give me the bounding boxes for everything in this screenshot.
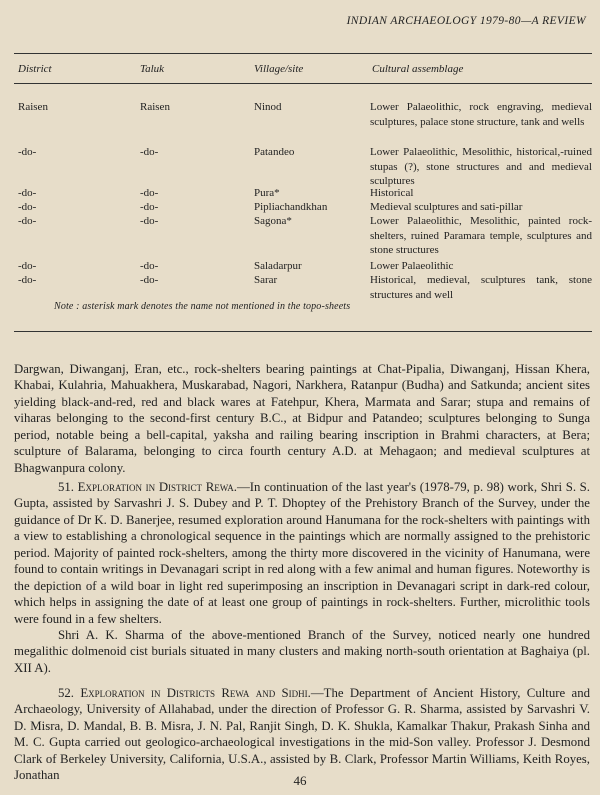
table-cell-cultural: Historical, medieval, sculptures tank, stone structures and well [370, 274, 592, 301]
section-body-51: —In continuation of the last year's (1978-79, p. 98) work, Shri S. S. Gupta, assisted by Sarvashri J. S. Dubey and P. T. Dhoptey of the Prehistory Branch of the Survey, under the guidance of Dr K. D. Banerjee, resumed exploration around Hanumana for the rock-shelters with paintings with a view to establishing a chronological sequence in the paintings which are normally assigned to the prehistoric period. Majority of painted rock-shelters, among the thirty more discovered in the vicinity of Hanumana, were found to contain writings in Devanagari script in red along with a few animal and human figures. Noteworthy is the depiction of a wild boar in light red superimposing an inscription in Devanagari script in dark-red colour, which helps in assigning the date of at least one group of paintings in rock-shelters. Further, microlithic tools were found in a few shelters. [14, 479, 590, 626]
section-heading-52: 52. Exploration in Districts Rewa and Sidhi. [58, 685, 311, 700]
table-cell-district: -do- [18, 260, 37, 272]
section-heading-51: 51. Exploration in District Rewa. [58, 479, 237, 494]
table-cell-taluk: -do- [140, 274, 159, 286]
section-body-52: —The Department of Ancient History, Culture and Archaeology, University of Allahabad, under the direction of Professor G. R. Sharma, assisted by Sarvashri V. D. Misra, D. Mandal, B. B. Misra, J. N. Pal, Ranjit Singh, D. K. Shukla, Kamalkar Thakur, Prakash Sinha and M. C. Gupta carried out geologico-archaeological investigations in the mid-Son valley. Professor J. Desmond Clark of Berkeley University, California, U.S.A., assisted by B. Clark, Professor Martin Williams, Keith Royes, Jonathan [14, 685, 590, 783]
table-header-rule [14, 83, 592, 84]
header-taluk: Taluk [140, 63, 165, 75]
table-cell-village: Patandeo [254, 146, 295, 158]
header-cultural: Cultural assemblage [372, 63, 464, 75]
table-cell-taluk: -do- [140, 260, 159, 272]
table-cell-cultural: Lower Palaeolithic, Mesolithic, painted rock-shelters, ruined Paramara temple, sculptures and stone structures [370, 215, 592, 256]
table-top-rule [14, 53, 592, 54]
table-cell-cultural: Lower Palaeolithic, Mesolithic, historical,-ruined stupas (?), stone structures and and medieval sculptures [370, 146, 592, 187]
table-cell-village: Pipliachandkhan [254, 201, 328, 213]
header-district: District [18, 63, 52, 75]
table-cell-taluk: Raisen [140, 101, 170, 113]
table-cell-village: Saladarpur [254, 260, 302, 272]
header-village: Village/site [254, 63, 304, 75]
table-cell-village: Ninod [254, 101, 282, 113]
paragraph-section-52 [14, 685, 590, 784]
table-cell-village: Pura* [254, 187, 280, 199]
table-note: Note : asterisk mark denotes the name not mentioned in the topo-sheets [54, 301, 351, 312]
table-cell-cultural: Lower Palaeolithic [370, 260, 454, 272]
table-cell-cultural: Lower Palaeolithic, rock engraving, medieval sculptures, palace stone structure, tank and wells [370, 101, 592, 128]
paragraph-section-51 [14, 479, 590, 628]
table-cell-district: -do- [18, 187, 37, 199]
table-cell-taluk: -do- [140, 187, 159, 199]
table-cell-cultural: Historical [370, 187, 414, 199]
table-cell-village: Sarar [254, 274, 278, 286]
paragraph-continuation: Dargwan, Diwanganj, Eran, etc., rock-shelters bearing paintings at Chat-Pipalia, Diwanganj, Hissan Khera, Khabai, Kulahria, Mahuakhera, Muskarabad, Nagori, Narkhera, Ratanpur (Budha) and Satkunda; ancient sites yielding black-and-red, red and black wares at Fatehpur, Khera, Marmata and Sarar; stupa and remains of viharas belonging to the second-first century B.C., at Bidpur and Patandeo; sculptures belonging to Sunga period, notable being a bell-capital, yaksha and railing bearing inscription in Brahmi characters, at Bera; sculpture of Balarama, belonging to circa fourth century A.D. at Mehagaon; and medieval sculptures at Bhagwanpura colony. [14, 361, 590, 475]
page-number: 46 [293, 773, 307, 788]
table-cell-village: Sagona* [254, 215, 292, 227]
table-cell-district: Raisen [18, 101, 48, 113]
table-cell-district: -do- [18, 146, 37, 158]
table-cell-taluk: -do- [140, 146, 159, 158]
table-cell-taluk: -do- [140, 201, 159, 213]
table-cell-cultural: Medieval sculptures and sati-pillar [370, 201, 523, 213]
table-cell-district: -do- [18, 215, 37, 227]
paragraph-megalithic: Shri A. K. Sharma of the above-mentioned Branch of the Survey, noticed nearly one hundred megalithic dolmenoid cist burials situated in many clusters and making north-south orientation at Baghaiya (pl. XII A). [14, 627, 590, 675]
table-cell-district: -do- [18, 201, 37, 213]
table-bottom-rule [14, 331, 592, 332]
table-cell-taluk: -do- [140, 215, 159, 227]
running-head: INDIAN ARCHAEOLOGY 1979-80—A REVIEW [346, 15, 586, 27]
table-cell-district: -do- [18, 274, 37, 286]
